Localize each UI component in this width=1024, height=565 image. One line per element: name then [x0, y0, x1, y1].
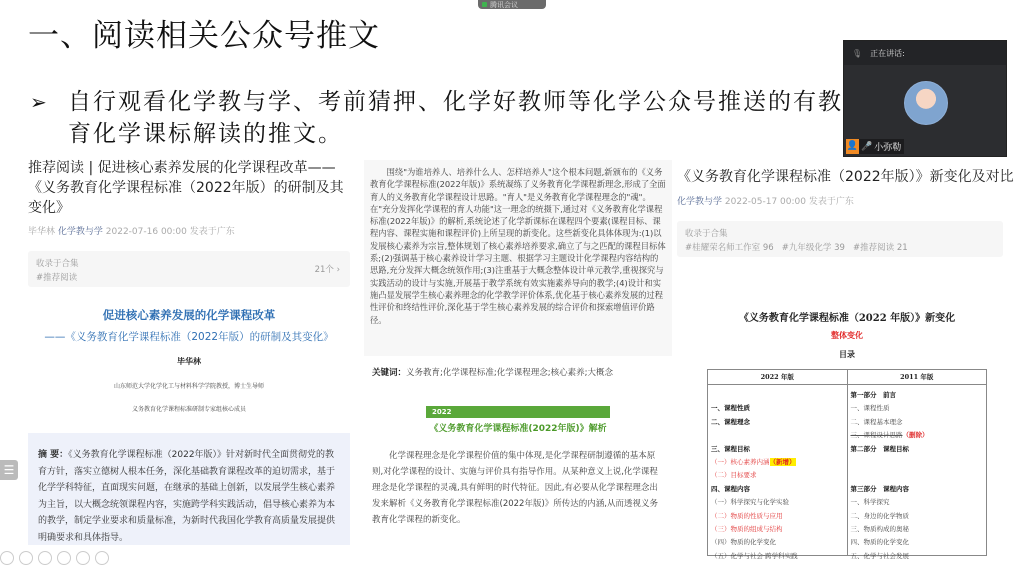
collection-tag[interactable]: #九年级化学 39	[781, 243, 845, 253]
abstract-text: 《义务教育化学课程标准（2022年版）》针对新时代全面贯彻党的教育方针，落实立德树人根本任务，深化基础教育课程改革的迫切需求，基于化学学科特征，直面现实问题，在继承的基础上创新，以发展学生核心素养为主旨，以大概念统领课程内容，实施跨学科实践活动，倡导核心素养为本的教学，制定学业要求和质量标准，为新时代我国化学教育高质量发展提供明确要求和具体指导。	[38, 450, 336, 543]
table-row	[711, 389, 844, 402]
toolbar-button-icon[interactable]	[76, 551, 90, 565]
keywords-label: 关键词：	[372, 368, 407, 378]
avatar	[904, 81, 948, 125]
tencent-meeting-icon	[482, 2, 487, 7]
doc-title: 《义务教育化学课程标准（2022 年版）》新变化	[738, 313, 956, 324]
table-row: （二）物质的性质与应用	[711, 511, 783, 520]
middle-abstract: 围绕"为谁培养人、培养什么人、怎样培养人"这个根本问题,新颁布的《义务教育化学课程标准(2022年版)》系统凝练了义务教育化学课程新理念,形成了全面育人的义务教育化学课程设计思路。"育人"是义务教育化学课程理念的"魂"。在"充分发挥化学课程的育人功能"这一理念的统摄下,通过对《义务教育化学课程标准(2022年版)》的解析,系统论述了化学新课标在课程四个要素(课程目标、课程内容、课程实施和课程评价)上所呈现的新变化。这些新变化具体体现为:(1)以发展核心素养为宗旨,整体规划了核心素养培养要求,确立了与之匹配的课程目标体系;(2)强调基于核心素养设计学习主题、根据学习主题设计化学课程内容结构的思路,充分发挥大概念统领作用;(3)注重基于大概念整体设计单元教学,重视探究与实践活动的设计与实施,开展基于教学系统有效实施素养导向的教学;(4)设计和实施凸显发展学生核心素养理念的化学教学评价体系,优化基于核心素养发展的过程性评价和终结性评价,深化基于学生核心素养发展的综合评价和探索增值评价路径。	[364, 160, 672, 356]
article-heading: 促进核心素养发展的化学课程改革	[102, 308, 276, 322]
comparison-table	[707, 369, 987, 560]
table-row: 一、科学探究	[850, 498, 890, 507]
arrow-bullet-icon: ➢	[30, 90, 49, 114]
table-row: 四、课程内容	[711, 484, 750, 493]
article-byline: 毕华林	[177, 357, 201, 366]
right-article-screenshot	[677, 166, 1017, 559]
doc-subtitle: 整体变化	[831, 331, 863, 340]
left-article-screenshot	[28, 158, 350, 543]
table-row: 二、课程理念	[711, 417, 750, 426]
table-row: （二）目标要求	[711, 471, 757, 480]
toolbar-button-icon[interactable]	[57, 551, 71, 565]
middle-article-screenshot	[364, 160, 672, 542]
table-row: 第三部分 课程内容	[850, 484, 909, 493]
keywords	[364, 366, 672, 378]
meeting-badge-label: 腾讯会议	[490, 0, 518, 9]
bullet-text: 自行观看化学教与学、考前猜押、化学好教师等化学公众号推送的有教育化学课标解读的推文。	[68, 89, 843, 147]
table-row: （五）化学与社会·跨学科实践	[711, 551, 798, 560]
keywords-text: 义务教育;化学课程标准;化学课程理念;核心素养;大概念	[406, 368, 613, 378]
table-row: （四）物质的化学变化	[711, 538, 776, 547]
column-2011	[848, 385, 987, 560]
table-row: 一、课程性质	[850, 404, 890, 413]
green-banner: 2022	[426, 406, 610, 418]
table-row: 二、身边的化学物质	[850, 511, 909, 520]
table-row	[851, 469, 984, 482]
table-row	[851, 456, 984, 469]
article-location: 发表于广东	[189, 227, 235, 237]
table-row: 五、化学与社会发展	[850, 551, 909, 560]
abstract-label: 摘 要：	[38, 450, 69, 460]
video-top-bar	[844, 41, 1006, 65]
bottom-toolbar	[0, 551, 109, 565]
collection-count[interactable]: 21个 ›	[314, 265, 340, 275]
abstract-box	[28, 433, 350, 545]
microphone-icon: 🎙	[852, 48, 863, 58]
article-account[interactable]: 化学教与学	[57, 227, 103, 237]
table-row	[711, 429, 844, 442]
table-row: （三）物质的组成与结构	[711, 524, 783, 533]
collection-tag[interactable]: #推荐阅读	[36, 273, 78, 283]
article-subheading: ——《义务教育化学课程标准（2022年版）的研制及其变化》	[44, 331, 334, 343]
collection-tag[interactable]: #桂耀荣名师工作室 96	[685, 243, 774, 253]
collection-label: 收录于合集	[685, 229, 728, 239]
participant-label	[846, 139, 904, 154]
mic-icon: 🎤	[861, 141, 873, 152]
author-affiliation: 山东师范大学化学化工与材料科学学院教授，博士生导师	[113, 383, 264, 390]
article-account[interactable]: 化学教与学	[677, 197, 723, 207]
collection-tag[interactable]: #推荐阅读 21	[853, 243, 908, 253]
toolbar-button-icon[interactable]	[19, 551, 33, 565]
change-badge: （新增）	[769, 457, 796, 466]
column-2022	[708, 385, 848, 560]
table-row: 四、物质的化学变化	[850, 538, 909, 547]
collection-box	[677, 221, 1003, 257]
host-icon: 👤	[846, 139, 859, 154]
article-title: 推荐阅读 | 促进核心素养发展的化学课程改革——《义务教育化学课程标准（2022年版）的研制及其变化》	[28, 160, 344, 216]
middle-body-text: 化学课程理念是化学课程价值的集中体现,是化学课程研制遵循的基本原则,对化学课程的设计、实施与评价具有指导作用。从某种意义上说,化学课程理念是化学课程的灵魂,具有鲜明的时代特征。因此,有必要从化学课程理念出发来解析《义务教育化学课程标准(2022年版)》所传达的内涵,从而透视义务教育化学课程的新变化。	[372, 451, 658, 525]
table-row: 二、课程基本理念	[850, 417, 903, 426]
participant-name: 小弥勒	[874, 143, 902, 153]
article-meta	[677, 194, 1017, 207]
toolbar-button-icon[interactable]	[38, 551, 52, 565]
table-row: 三、物质构成的奥秘	[850, 524, 909, 533]
collection-label: 收录于合集	[36, 259, 79, 269]
table-row: 三、课程目标	[711, 444, 750, 453]
table-row: （一）核心素养内涵（新增）	[711, 457, 796, 466]
article-meta	[28, 224, 350, 237]
toc-label: 目录	[839, 350, 855, 359]
table-row: 一、课程性质	[711, 404, 750, 413]
author-role: 义务教育化学课程标准研制专家组核心成员	[131, 406, 246, 413]
table-row: （一）科学探究与化学实验	[711, 498, 789, 507]
table-row: 第二部分 课程目标	[850, 444, 909, 453]
article-location: 发表于广东	[808, 197, 854, 207]
article-date: 2022-05-17 00:00	[724, 197, 806, 207]
slide-bullet	[30, 86, 860, 150]
collection-tags	[685, 241, 995, 255]
column-header-2022: 2022 年版	[708, 370, 848, 384]
toolbar-button-icon[interactable]	[95, 551, 109, 565]
banner-title: 《义务教育化学课程标准(2022年版)》解析	[429, 424, 607, 434]
column-header-2011: 2011 年版	[900, 373, 934, 381]
collection-box[interactable]	[28, 251, 350, 287]
side-menu-toggle-icon[interactable]: ☰	[0, 460, 18, 480]
article-title: 《义务教育化学课程标准（2022年版）》新变化及对比	[677, 169, 1014, 185]
table-row: 三、课程设计思路（删除）	[850, 431, 929, 440]
toolbar-button-icon[interactable]	[0, 551, 14, 565]
meeting-app-badge[interactable]	[478, 0, 546, 9]
article-date: 2022-07-16 00:00	[105, 227, 187, 237]
speaking-label: 正在讲话:	[870, 48, 905, 58]
slide-title: 一、阅读相关公众号推文	[28, 18, 380, 54]
change-badge: （删除）	[902, 431, 929, 440]
table-row: 第一部分 前言	[850, 391, 896, 399]
video-panel[interactable]	[843, 40, 1007, 157]
article-author: 毕华林	[28, 227, 56, 237]
table-header	[708, 370, 986, 385]
